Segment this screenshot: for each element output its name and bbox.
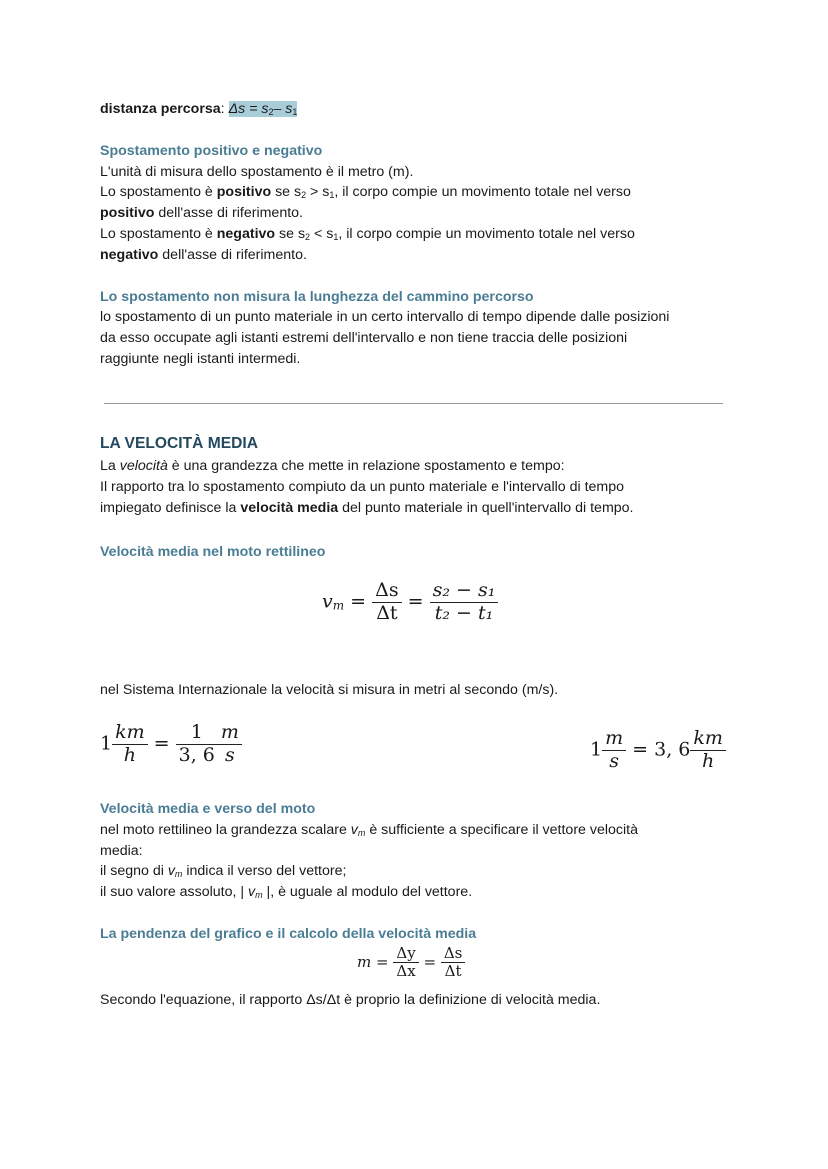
verso-section: [100, 799, 740, 945]
si-unit-text: nel Sistema Internazionale la velocità si misura in metri al secondo (m/s).: [100, 682, 559, 698]
distance-label: distanza percorsa: [100, 101, 221, 117]
paragraph-line: L'unità di misura dello spostamento è il metro (m).: [100, 163, 414, 180]
heading-spostamento: Spostamento positivo e negativo: [100, 142, 323, 159]
horizontal-divider: [104, 403, 723, 404]
paragraph-line: positivo dell'asse di riferimento.: [100, 205, 303, 222]
paragraph-line: raggiunte negli istanti intermedi.: [100, 350, 301, 367]
distance-formula: $\Delta s = s_2-$ $s_1$: [228, 101, 298, 117]
formula-ms-to-kmh: 1 $\frac{m}{s}$ = 3, 6 $\frac{km}{h}$: [590, 728, 726, 773]
document-body: [100, 99, 740, 370]
heading-cammino: Lo spostamento non misura la lunghezza del cammino percorso: [100, 288, 534, 305]
paragraph-line: impiegato definisce la velocità media del punto materiale in quell'intervallo di tempo.: [100, 499, 634, 516]
paragraph-line: da esso occupate agli istanti estremi dell'intervallo e non tiene traccia delle posizioni: [100, 330, 628, 347]
formula-velocita-media: $v_m$ = $\frac{\Delta s}{\Delta t}$ = $\frac{\text{s₂ − s₁}}{\text{t₂ − t₁}}$: [322, 580, 498, 625]
paragraph-line: Lo spostamento è negativo se $s_2 < s_1$, il corpo compie un movimento totale nel verso: [100, 225, 635, 242]
paragraph-line: Lo spostamento è positivo se $s_2 > s_1$, il corpo compie un movimento totale nel verso: [100, 184, 631, 201]
paragraph-line: nel moto rettilineo la grandezza scalare $v_m$ è sufficiente a specificare il vettore velocità: [100, 821, 638, 838]
heading-verso-moto: Velocità media e verso del moto: [100, 801, 316, 817]
heading-pendenza: La pendenza del grafico e il calcolo della velocità media: [100, 925, 477, 942]
paragraph-line: il suo valore assoluto, | $v_m$ |, è uguale al modulo del vettore.: [100, 884, 473, 901]
paragraph-line: lo spostamento di un punto materiale in un certo intervallo di tempo dipende dalle posizioni: [100, 309, 670, 326]
velocity-section: [100, 432, 740, 563]
paragraph-line: media:: [100, 842, 143, 859]
section-title-velocita: LA VELOCITÀ MEDIA: [100, 435, 258, 452]
paragraph-line: il segno di $v_m$ indica il verso del vettore;: [100, 863, 347, 880]
conclusion-text: Secondo l'equazione, il rapporto Δs/Δt è proprio la definizione di velocità media.: [100, 992, 601, 1008]
formula-pendenza: m = $\frac{\Delta y}{\Delta x}$ = $\frac{\Delta s}{\Delta t}$: [357, 945, 465, 981]
paragraph-line: Il rapporto tra lo spostamento compiuto da un punto materiale e l'intervallo di tempo: [100, 478, 624, 495]
formula-kmh-to-ms: 1 $\frac{km}{h}$ = $\frac{1}{3, 6}$ $\frac{m}{s}$: [100, 722, 242, 767]
distance-line: distanza percorsa: $\Delta s = s_2-$ $s_1$: [100, 101, 298, 117]
paragraph-line: La velocità è una grandezza che mette in relazione spostamento e tempo:: [100, 458, 565, 474]
paragraph-line: negativo dell'asse di riferimento.: [100, 246, 307, 263]
heading-moto-rettilineo: Velocità media nel moto rettilineo: [100, 544, 326, 561]
